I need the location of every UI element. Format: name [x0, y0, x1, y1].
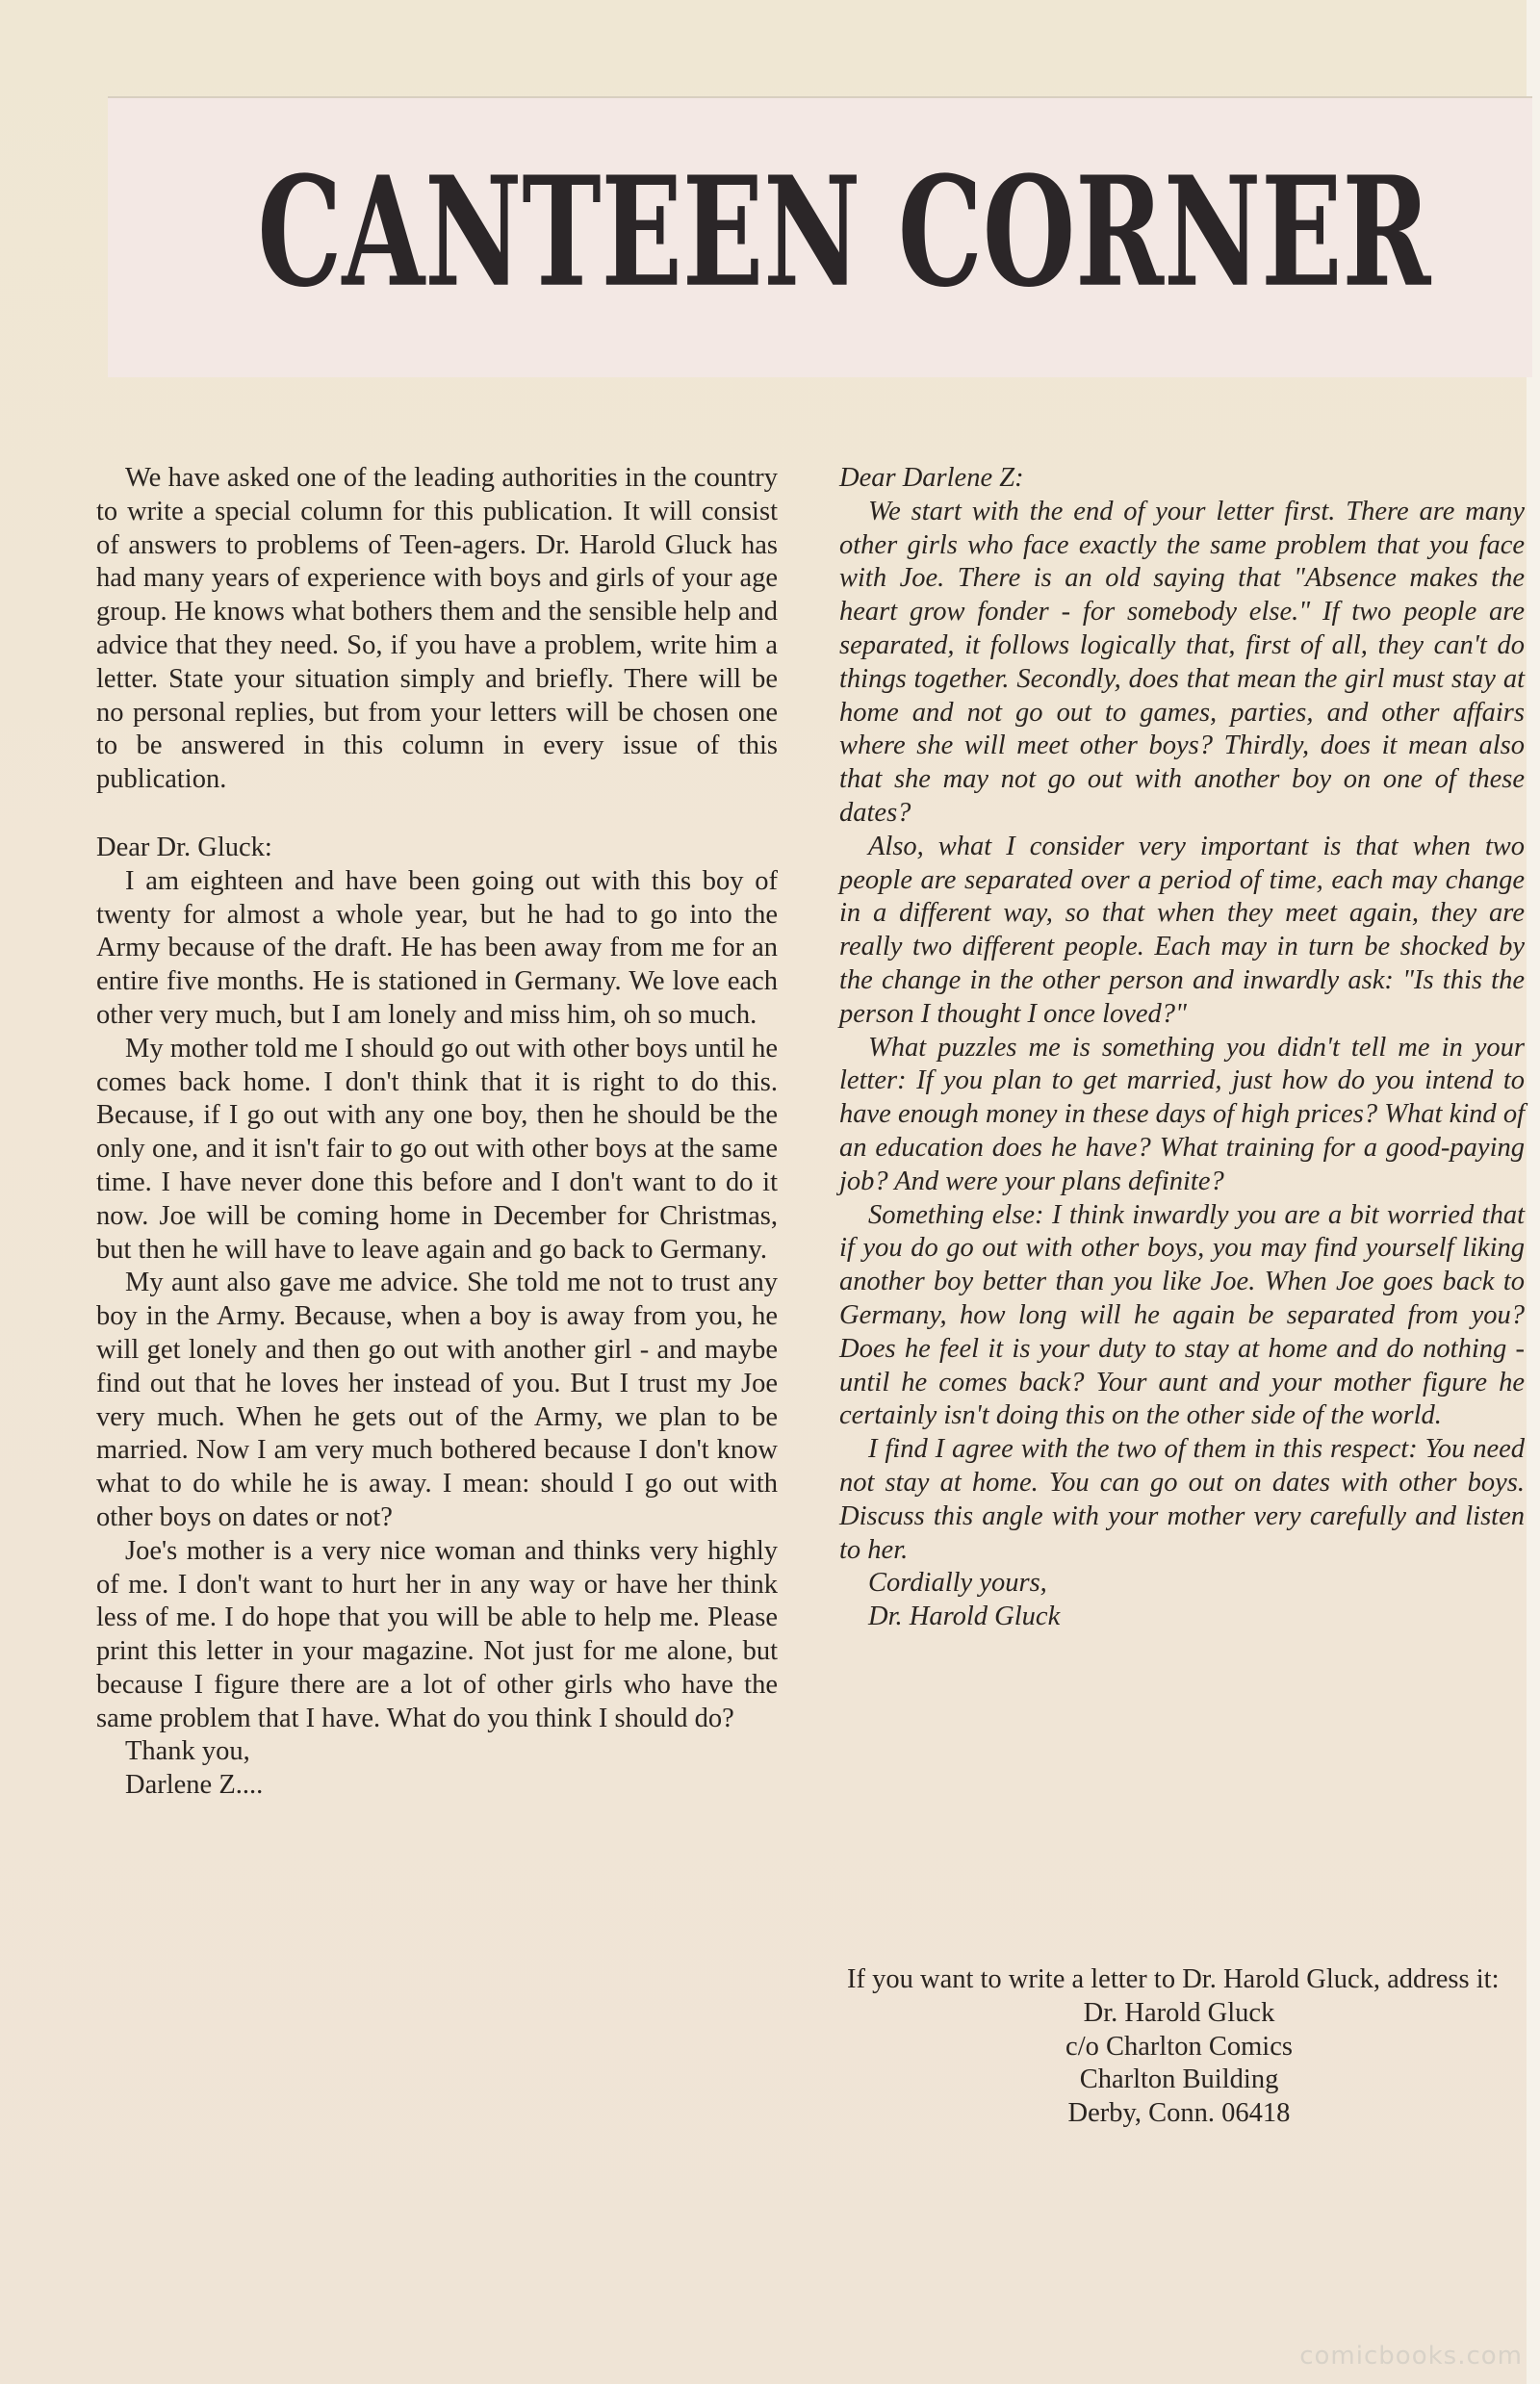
- reply-closing: Cordially yours,: [868, 1568, 1047, 1599]
- reply-salutation: Dear Darlene Z:: [839, 463, 1024, 493]
- intro-paragraph: We have asked one of the leading authorities in the country to write a special column for this publication. It will consist of answers to problems of Teen-agers. Dr. Harold Gluck has had many years of experience with boys and girls of your age group. He knows what bothers them and the sensible help and advice that they need. So, if you have a problem, write him a letter. State your situation simply and briefly. There will be no personal replies, but from your letters will be chosen one to be answered in this column in every issue of this publication.: [96, 463, 778, 795]
- letter-closing: Thank you,: [125, 1736, 250, 1767]
- letter-paragraph: My aunt also gave me advice. She told me not to trust any boy in the Army. Because, when a boy is away from you, he will get lonely and then go out with another girl - and maybe find out that he loves her instead of you. But I trust my Joe very much. When he gets out of the Army, we plan to be married. Now I am very much bothered because I don't know what to do while he is away. I mean: should I go out with other boys on dates or not?: [96, 1268, 778, 1532]
- letter-salutation: Dear Dr. Gluck:: [96, 832, 272, 862]
- address-line: Dr. Harold Gluck: [1083, 1997, 1275, 2028]
- address-line: Charlton Building: [1079, 2064, 1279, 2095]
- page-title: CANTEEN CORNER: [257, 144, 1431, 321]
- reply-paragraph: We start with the end of your letter first. There are many other girls who face exactly the same problem that you face with Joe. There is an old saying that "Absence makes the heart grow fonder - for somebody else." If two people are separated, it follows logically that, first of all, they can't do things together. Secondly, does that mean the girl must stay at home and not go out to games, parties, and other affairs where she will meet other boys? Thirdly, does it mean also that she may not go out with another boy on one of these dates?: [839, 496, 1525, 828]
- reply-signature: Dr. Harold Gluck: [868, 1602, 1061, 1632]
- reply-paragraph: Something else: I think inwardly you are a bit worried that if you do go out with other boys, you may find yourself liking another boy better than you like Joe. When Joe goes back to Germany, how long will he again be separated from you? Does he feel it is your duty to stay at home and do nothing - until he comes back? Your aunt and your mother figure he certainly isn't doing this on the other side of the world.: [839, 1199, 1525, 1431]
- reply-column: [839, 462, 1525, 1634]
- letter-paragraph: My mother told me I should go out with other boys until he comes back home. I don't think that it is right to do this. Because, if I go out with any one boy, then he should be the only one, and it isn't fair to go out with other boys at the same time. I have never done this before and I don't want to do it now. Joe will be coming home in December for Christmas, but then he will have to leave again and go back to Germany.: [96, 1033, 778, 1265]
- address-line: c/o Charlton Comics: [1065, 2031, 1293, 2062]
- address-intro: If you want to write a letter to Dr. Harold Gluck, address it:: [847, 1964, 1500, 1994]
- watermark: comicbooks.com: [1299, 2342, 1523, 2371]
- address-line: Derby, Conn. 06418: [1067, 2098, 1291, 2129]
- reply-paragraph: What puzzles me is something you didn't tell me in your letter: If you plan to get married, just how do you intend to have enough money in these days of high prices? What kind of an education does he have? What training for a good-paying job? And were your plans definite?: [839, 1032, 1525, 1196]
- letter-column: [96, 462, 778, 1803]
- letter-paragraph: Joe's mother is a very nice woman and thinks very highly of me. I don't want to hurt her in any way or have her think less of me. I do hope that you will be able to help me. Please print this letter in your magazine. Not just for me alone, but because I figure there are a lot of other girls who have the same problem that I have. What do you think I should do?: [96, 1535, 778, 1733]
- reply-paragraph: I find I agree with the two of them in this respect: You need not stay at home. You can go out on dates with other boys. Discuss this angle with your mother very carefully and listen to her.: [839, 1434, 1525, 1565]
- address-block: [847, 1963, 1525, 2131]
- reply-paragraph: Also, what I consider very important is that when two people are separated over a period of time, each may change in a different way, so that when they meet again, they are really two different people. Each may in turn be shocked by the change in the other person and inwardly ask: "Is this the person I thought I once loved?": [839, 831, 1525, 1029]
- letter-paragraph: I am eighteen and have been going out with this boy of twenty for almost a whole year, but he had to go into the Army because of the draft. He has been away from me for an entire five months. He is stationed in Germany. We love each other very much, but I am lonely and miss him, oh so much.: [96, 865, 778, 1030]
- letter-signature: Darlene Z....: [125, 1770, 264, 1801]
- title-banner: [108, 96, 1532, 377]
- address-lines: [847, 1997, 1328, 2131]
